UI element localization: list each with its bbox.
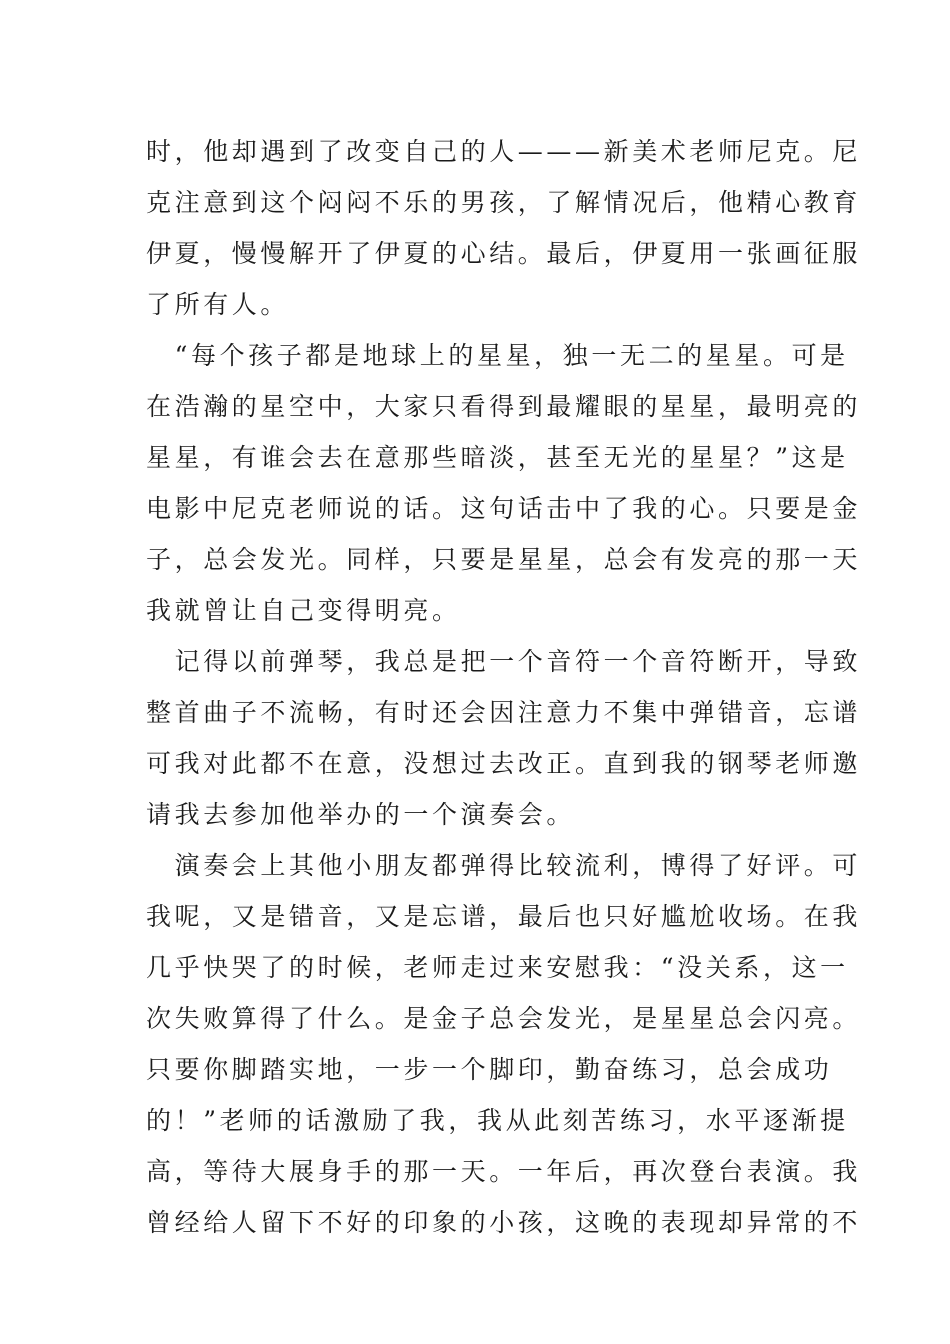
text-line: 的！”老师的话激励了我，我从此刻苦练习，水平逐渐提 xyxy=(146,1106,849,1135)
text-line: 整首曲子不流畅，有时还会因注意力不集中弹错音，忘谱 xyxy=(146,698,862,727)
text-line: 高，等待大展身手的那一天。一年后，再次登台表演。我 xyxy=(146,1157,862,1186)
text-line: 请我去参加他举办的一个演奏会。 xyxy=(146,800,576,829)
text-line: 时，他却遇到了改变自己的人———新美术老师尼克。尼 xyxy=(146,137,862,166)
text-line: 次失败算得了什么。是金子总会发光，是星星总会闪亮。 xyxy=(146,1004,862,1033)
text-line: 只要你脚踏实地，一步一个脚印，勤奋练习，总会成功 xyxy=(146,1055,833,1084)
text-line: 记得以前弹琴，我总是把一个音符一个音符断开，导致 xyxy=(146,647,862,676)
text-line: “每个孩子都是地球上的星星，独一无二的星星。可是 xyxy=(146,341,849,370)
body-text xyxy=(146,126,862,1248)
text-line: 电影中尼克老师说的话。这句话击中了我的心。只要是金 xyxy=(146,494,862,523)
text-line: 我呢，又是错音，又是忘谱，最后也只好尴尬收场。在我 xyxy=(146,902,862,931)
text-line: 在浩瀚的星空中，大家只看得到最耀眼的星星，最明亮的 xyxy=(146,392,862,421)
text-line: 曾经给人留下不好的印象的小孩，这晚的表现却异常的不 xyxy=(146,1208,862,1237)
text-line: 我就曾让自己变得明亮。 xyxy=(146,596,461,625)
text-line: 可我对此都不在意，没想过去改正。直到我的钢琴老师邀 xyxy=(146,749,862,778)
text-line: 星星，有谁会去在意那些暗淡，甚至无光的星星？”这是 xyxy=(146,443,849,472)
text-line: 演奏会上其他小朋友都弹得比较流利，博得了好评。可 xyxy=(146,851,862,880)
text-line: 子，总会发光。同样，只要是星星，总会有发亮的那一天 xyxy=(146,545,862,574)
text-line: 克注意到这个闷闷不乐的男孩，了解情况后，他精心教育 xyxy=(146,188,862,217)
text-line: 几乎快哭了的时候，老师走过来安慰我：“没关系，这一 xyxy=(146,953,849,982)
text-line: 了所有人。 xyxy=(146,290,290,319)
text-line: 伊夏，慢慢解开了伊夏的心结。最后，伊夏用一张画征服 xyxy=(146,239,862,268)
